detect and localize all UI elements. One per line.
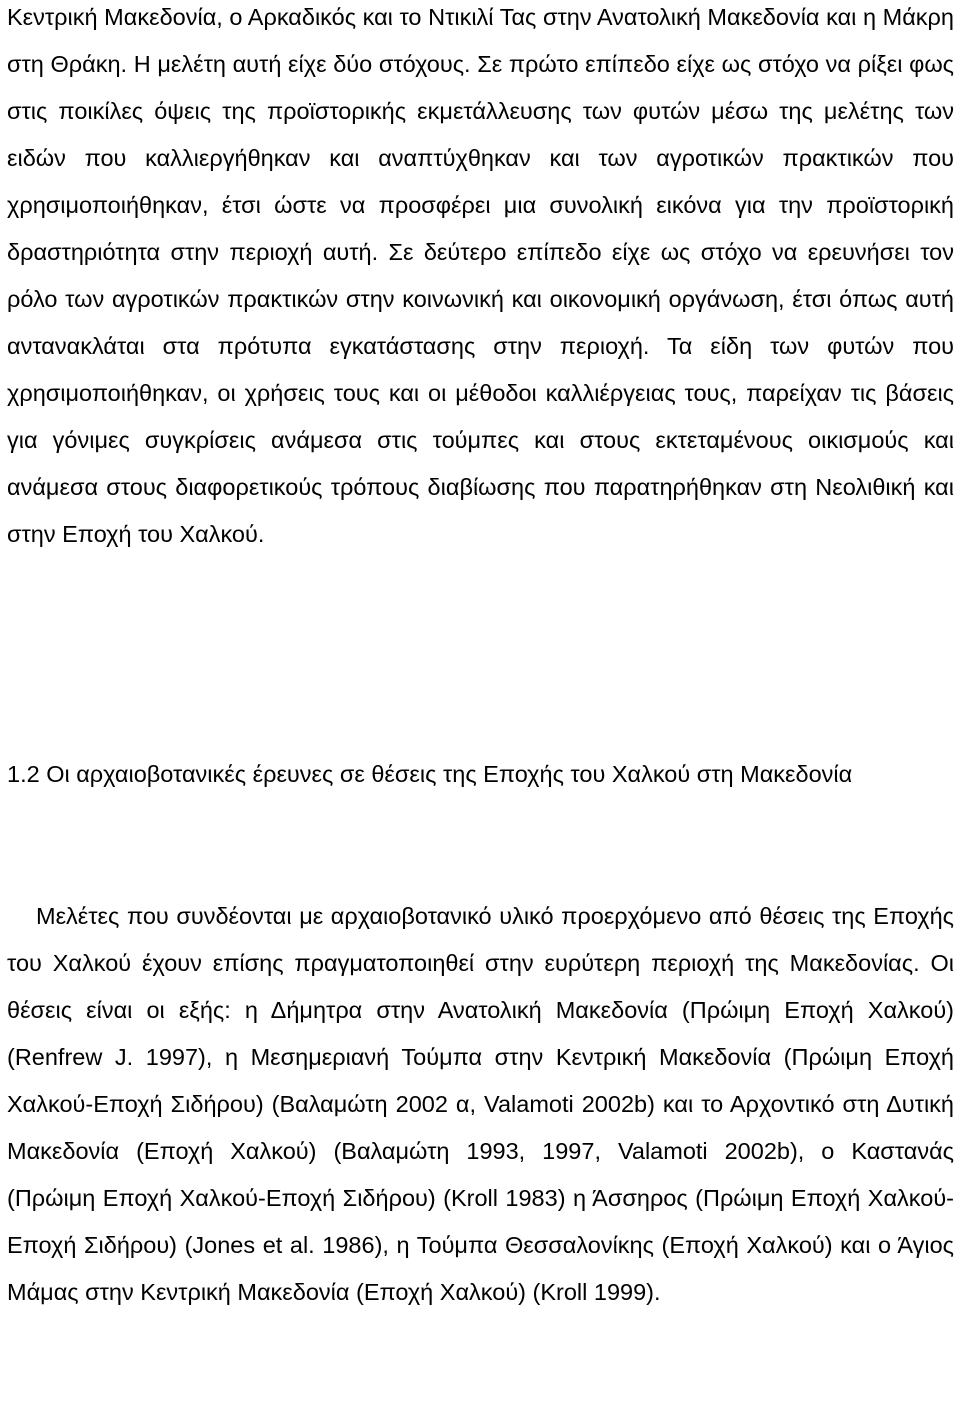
body-paragraph-2: Μελέτες που συνδέονται με αρχαιοβοτανικό υλικό προερχόμενο από θέσεις της Εποχής του Χαλκού έχουν επίσης πραγματοποιηθεί στην ευρύτερη περιοχή της Μακεδονίας. Οι θέσεις είναι οι εξής: η Δήμητρα στην Ανατολική Μακεδονία (Πρώιμη Εποχή Χαλκού) (Renfrew J. 1997), η Μεσημεριανή Τούμπα στην Κεντρική Μακεδονία (Πρώιμη Εποχή Χαλκού-Εποχή Σιδήρου) (Βαλαμώτη 2002 α, Valamoti 2002b) και το Αρχοντικό στη Δυτική Μακεδονία (Εποχή Χαλκού) (Βαλαμώτη 1993, 1997, Valamoti 2002b), ο Καστανάς (Πρώιμη Εποχή Χαλκού-Εποχή Σιδήρου) (Kroll 1983) η Άσσηρος (Πρώιμη Εποχή Χαλκού-Εποχή Σιδήρου) (Jones et al. 1986), η Τούμπα Θεσσαλονίκης (Εποχή Χαλκού) και ο Άγιος Μάμας στην Κεντρική Μακεδονία (Εποχή Χαλκού) (Kroll 1999). [7, 903, 954, 1305]
section-heading: 1.2 Οι αρχαιοβοτανικές έρευνες σε θέσεις της Εποχής του Χαλκού στη Μακεδονία [7, 761, 853, 787]
body-paragraph-1: Κεντρική Μακεδονία, ο Αρκαδικός και το Ντικιλί Τας στην Ανατολική Μακεδονία και η Μάκρη στη Θράκη. Η μελέτη αυτή είχε δύο στόχους. Σε πρώτο επίπεδο είχε ως στόχο να ρίξει φως στις ποικίλες όψεις της προϊστορικής εκμετάλλευσης των φυτών μέσω της μελέτης των ειδών που καλλιεργήθηκαν και αναπτύχθηκαν και των αγροτικών πρακτικών που χρησιμοποιήθηκαν, έτσι ώστε να προσφέρει μια συνολική εικόνα για την προϊστορική δραστηριότητα στην περιοχή αυτή. Σε δεύτερο επίπεδο είχε ως στόχο να ερευνήσει τον ρόλο των αγροτικών πρακτικών στην κοινωνική και οικονομική οργάνωση, έτσι όπως αυτή αντανακλάται στα πρότυπα εγκατάστασης στην περιοχή. Τα είδη των φυτών που χρησιμοποιήθηκαν, οι χρήσεις τους και οι μέθοδοι καλλιέργειας τους, παρείχαν τις βάσεις για γόνιμες συγκρίσεις ανάμεσα στις τούμπες και στους εκτεταμένους οικισμούς και ανάμεσα στους διαφορετικούς τρόπους διαβίωσης που παρατηρήθηκαν στη Νεολιθική και στην Εποχή του Χαλκού. [7, 4, 954, 547]
